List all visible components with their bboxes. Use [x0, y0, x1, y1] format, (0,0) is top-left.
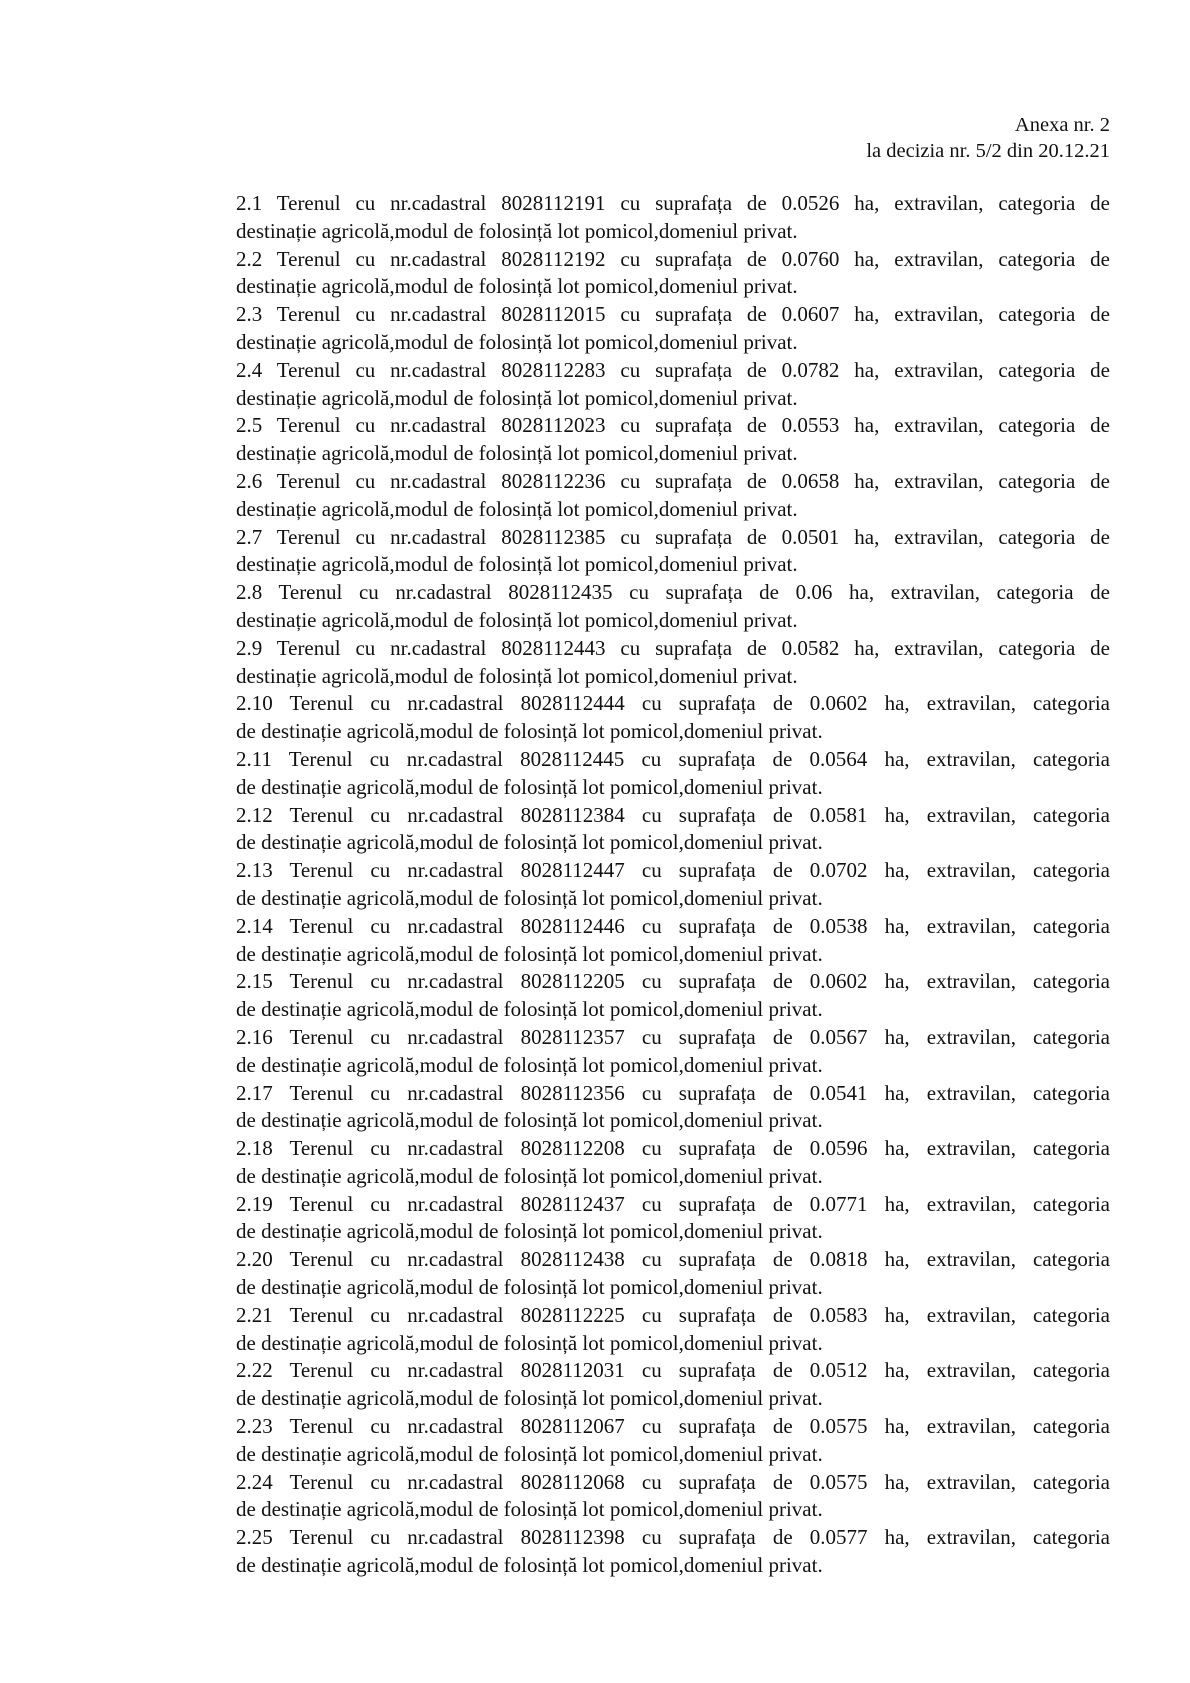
land-plot-line-2: de destinație agricolă,modul de folosință lot pomicol,domeniul privat.	[236, 1386, 823, 1411]
list-item	[236, 913, 1110, 969]
land-plot-line-2: destinație agricolă,modul de folosință lot pomicol,domeniul privat.	[236, 607, 798, 632]
list-item	[236, 690, 1110, 746]
list-item	[236, 412, 1110, 468]
list-item	[236, 1191, 1110, 1247]
list-item	[236, 1135, 1110, 1191]
land-plot-line-1: 2.1 Terenul cu nr.cadastral 8028112191 cu suprafața de 0.0526 ha, extravilan, categoria de	[236, 191, 1110, 215]
list-item	[236, 857, 1110, 913]
list-item	[236, 1413, 1110, 1469]
land-plot-line-2: destinație agricolă,modul de folosință lot pomicol,domeniul privat.	[236, 441, 798, 466]
land-plot-line-1: 2.25 Terenul cu nr.cadastral 8028112398 cu suprafața de 0.0577 ha, extravilan, categoria	[236, 1525, 1110, 1550]
annex-number: Anexa nr. 2	[1014, 114, 1110, 136]
land-plot-line-2: de destinație agricolă,modul de folosință lot pomicol,domeniul privat.	[236, 1108, 823, 1133]
list-item	[236, 301, 1110, 357]
land-plot-line-1: 2.22 Terenul cu nr.cadastral 8028112031 cu suprafața de 0.0512 ha, extravilan, categoria	[236, 1358, 1110, 1383]
land-plot-line-2: destinație agricolă,modul de folosință lot pomicol,domeniul privat.	[236, 218, 798, 243]
land-plot-line-2: destinație agricolă,modul de folosință lot pomicol,domeniul privat.	[236, 663, 798, 688]
list-item	[236, 468, 1110, 524]
land-plot-line-2: destinație agricolă,modul de folosință lot pomicol,domeniul privat.	[236, 274, 798, 299]
land-plot-line-1: 2.2 Terenul cu nr.cadastral 8028112192 cu suprafața de 0.0760 ha, extravilan, categoria de	[236, 246, 1110, 271]
list-item	[236, 190, 1110, 246]
land-plot-line-1: 2.10 Terenul cu nr.cadastral 8028112444 cu suprafața de 0.0602 ha, extravilan, categoria	[236, 691, 1110, 716]
list-item	[236, 635, 1110, 691]
list-item	[236, 746, 1110, 802]
land-plot-line-1: 2.16 Terenul cu nr.cadastral 8028112357 cu suprafața de 0.0567 ha, extravilan, categoria	[236, 1024, 1110, 1049]
land-plot-line-2: de destinație agricolă,modul de folosință lot pomicol,domeniul privat.	[236, 1497, 823, 1522]
list-item	[236, 1024, 1110, 1080]
land-plot-line-2: de destinație agricolă,modul de folosință lot pomicol,domeniul privat.	[236, 941, 823, 966]
land-plot-line-2: destinație agricolă,modul de folosință lot pomicol,domeniul privat.	[236, 329, 798, 354]
land-plot-line-1: 2.20 Terenul cu nr.cadastral 8028112438 cu suprafața de 0.0818 ha, extravilan, categoria	[236, 1247, 1110, 1272]
land-plot-line-1: 2.12 Terenul cu nr.cadastral 8028112384 cu suprafața de 0.0581 ha, extravilan, categoria	[236, 802, 1110, 827]
list-item	[236, 968, 1110, 1024]
land-plot-line-2: de destinație agricolă,modul de folosință lot pomicol,domeniul privat.	[236, 885, 823, 910]
land-plot-line-2: destinație agricolă,modul de folosință lot pomicol,domeniul privat.	[236, 385, 798, 410]
land-plot-line-1: 2.14 Terenul cu nr.cadastral 8028112446 cu suprafața de 0.0538 ha, extravilan, categoria	[236, 913, 1110, 938]
land-plot-line-2: de destinație agricolă,modul de folosință lot pomicol,domeniul privat.	[236, 719, 823, 744]
land-plot-line-1: 2.11 Terenul cu nr.cadastral 8028112445 cu suprafața de 0.0564 ha, extravilan, categoria	[236, 746, 1110, 771]
list-item	[236, 246, 1110, 302]
list-item	[236, 1469, 1110, 1525]
list-item	[236, 357, 1110, 413]
land-plot-line-1: 2.24 Terenul cu nr.cadastral 8028112068 cu suprafața de 0.0575 ha, extravilan, categoria	[236, 1469, 1110, 1494]
land-plot-line-1: 2.6 Terenul cu nr.cadastral 8028112236 cu suprafața de 0.0658 ha, extravilan, categoria de	[236, 468, 1110, 493]
land-plot-line-1: 2.13 Terenul cu nr.cadastral 8028112447 cu suprafața de 0.0702 ha, extravilan, categoria	[236, 858, 1110, 883]
list-item	[236, 802, 1110, 858]
land-plot-list	[236, 190, 1110, 1580]
list-item	[236, 1246, 1110, 1302]
land-plot-line-1: 2.21 Terenul cu nr.cadastral 8028112225 cu suprafața de 0.0583 ha, extravilan, categoria	[236, 1302, 1110, 1327]
list-item	[236, 1080, 1110, 1136]
decision-reference: la decizia nr. 5/2 din 20.12.21	[866, 140, 1110, 162]
list-item	[236, 524, 1110, 580]
land-plot-line-1: 2.7 Terenul cu nr.cadastral 8028112385 cu suprafața de 0.0501 ha, extravilan, categoria de	[236, 524, 1110, 549]
land-plot-line-2: de destinație agricolă,modul de folosință lot pomicol,domeniul privat.	[236, 1219, 823, 1244]
land-plot-line-2: de destinație agricolă,modul de folosință lot pomicol,domeniul privat.	[236, 830, 823, 855]
land-plot-line-2: de destinație agricolă,modul de folosință lot pomicol,domeniul privat.	[236, 1330, 823, 1355]
list-item	[236, 579, 1110, 635]
land-plot-line-2: de destinație agricolă,modul de folosință lot pomicol,domeniul privat.	[236, 1275, 823, 1300]
land-plot-line-1: 2.23 Terenul cu nr.cadastral 8028112067 cu suprafața de 0.0575 ha, extravilan, categoria	[236, 1414, 1110, 1439]
land-plot-line-1: 2.15 Terenul cu nr.cadastral 8028112205 cu suprafața de 0.0602 ha, extravilan, categoria	[236, 969, 1110, 994]
land-plot-line-2: de destinație agricolă,modul de folosință lot pomicol,domeniul privat.	[236, 997, 823, 1022]
annex-header	[866, 112, 1110, 164]
land-plot-line-2: de destinație agricolă,modul de folosință lot pomicol,domeniul privat.	[236, 1441, 823, 1466]
land-plot-line-2: de destinație agricolă,modul de folosință lot pomicol,domeniul privat.	[236, 1553, 823, 1578]
land-plot-line-1: 2.18 Terenul cu nr.cadastral 8028112208 cu suprafața de 0.0596 ha, extravilan, categoria	[236, 1136, 1110, 1161]
land-plot-line-2: destinație agricolă,modul de folosință lot pomicol,domeniul privat.	[236, 552, 798, 577]
land-plot-line-2: de destinație agricolă,modul de folosință lot pomicol,domeniul privat.	[236, 1052, 823, 1077]
land-plot-line-2: destinație agricolă,modul de folosință lot pomicol,domeniul privat.	[236, 496, 798, 521]
land-plot-line-1: 2.9 Terenul cu nr.cadastral 8028112443 cu suprafața de 0.0582 ha, extravilan, categoria de	[236, 635, 1110, 660]
land-plot-line-1: 2.8 Terenul cu nr.cadastral 8028112435 cu suprafața de 0.06 ha, extravilan, categoria de	[236, 580, 1110, 605]
land-plot-line-2: de destinație agricolă,modul de folosință lot pomicol,domeniul privat.	[236, 774, 823, 799]
land-plot-line-1: 2.4 Terenul cu nr.cadastral 8028112283 cu suprafața de 0.0782 ha, extravilan, categoria de	[236, 357, 1110, 382]
land-plot-line-1: 2.17 Terenul cu nr.cadastral 8028112356 cu suprafața de 0.0541 ha, extravilan, categoria	[236, 1080, 1110, 1105]
land-plot-line-1: 2.3 Terenul cu nr.cadastral 8028112015 cu suprafața de 0.0607 ha, extravilan, categoria de	[236, 302, 1110, 327]
list-item	[236, 1524, 1110, 1580]
land-plot-line-1: 2.19 Terenul cu nr.cadastral 8028112437 cu suprafața de 0.0771 ha, extravilan, categoria	[236, 1191, 1110, 1216]
list-item	[236, 1302, 1110, 1358]
land-plot-line-1: 2.5 Terenul cu nr.cadastral 8028112023 cu suprafața de 0.0553 ha, extravilan, categoria de	[236, 413, 1110, 438]
list-item	[236, 1357, 1110, 1413]
land-plot-line-2: de destinație agricolă,modul de folosință lot pomicol,domeniul privat.	[236, 1163, 823, 1188]
